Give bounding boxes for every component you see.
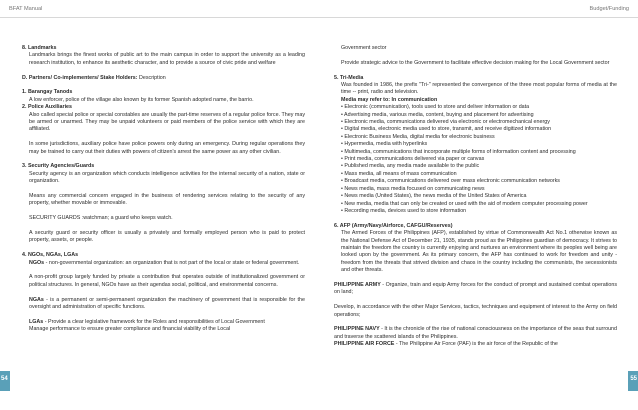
list-item: • Recording media, devices used to store information [341,207,467,214]
army-label: PHILIPPINE ARMY [334,281,381,288]
barangay-paragraph: A low enforcer, police of the village also known by its former Spanish adopted name, the barrio. [29,96,254,103]
security-paragraph-2: Means any commercial concern engaged in the business of rendering services relating to the security of any property, whether movable or immovable. [29,193,305,207]
page-number-right: 55 [630,376,637,382]
list-item: • News media (United States), the news media of the United States of America [341,193,527,200]
airforce-paragraph [334,341,617,348]
police-heading: 2. Police Auxiliaries [22,104,72,111]
security-paragraph-4: A security guard or security officer is usually a privately and formally employed person who is paid to protect property, assets, or people. [29,230,305,244]
develop-paragraph: Develop, in accordance with the other Major Services, tactics, techniques and equipment of interest to the Army on field operations; [334,304,617,318]
provide-paragraph: Provide strategic advice to the Government to facilitate effective decision making for the Local Government sector [341,59,610,66]
navy-text: - It is the chronicle of the rise of national consciousness on the importance of the seas that surround and traverse the scattered islands of the Philippines. [334,326,617,340]
partners-heading [22,75,305,82]
landmarks-heading: 8. Landmarks [22,45,57,51]
partners-heading-desc: Description [137,74,166,81]
afp-heading: 6. AFP (Army/Navy/Airforce, CAFGU/Reserves) [334,222,453,229]
afp-paragraph: The Armed Forces of the Philippines (AFP), established by virtue of Commonwealth Act No.1 otherwise known as the National Defense Act of December 21, 1935, stands proud as the Philippines guardian of democracy. It strives to maintain the freedom the country is currently enjoying and nurtures an environment where its peoples well being are looked upon by the government. As its primary concern, the AFP has continued to work for freedom and unity - freedom from the threats that strived division and chaos in the country including the communists, the secessionists and other threats. [341,230,617,274]
list-item: • Published media, any media made available to the public [341,163,480,170]
lga-text: - Provide a clear legislative framework for the Roles and responsibilities of Local Government [43,318,265,325]
media-subheading: Media may refer to: In communication [341,96,438,103]
navy-label: PHILIPPINE NAVY [334,326,380,333]
security-heading: 3. Security Agencies/Guards [22,163,95,170]
list-item: • Electronic Business Media, digital media for electronic business [341,133,495,140]
police-paragraph-2: In some jurisdictions, auxiliary police have police powers only during an emergency. During regular operations they may be trained to carry out their duties with powers of citizen's arrest the same power as any other civilian. [29,141,305,155]
lga-label: LGAs [29,318,44,325]
ngo-text: - non-governmental organization: an organization that is not part of the local or state or federal government. [44,259,300,266]
security-guards-definition: SECURITY GUARDS :watchman; a guard who keeps watch. [29,215,173,222]
ngo-paragraph-2: A non-profit group largely funded by private a contribution that operates outside of institutionalized government or political structures. In general, NGOs have as their agendas social, political, and environmental concerns. [29,274,305,288]
nga-text: - is a permanent or semi-permanent organization the machinery of government that is responsible for the oversight and administration of specific functions. [29,296,305,311]
security-paragraph: Security agency is an organization which conducts intelligence activities for the internal security of a nation, state or organization. [29,170,305,185]
nga-paragraph [22,297,305,312]
header-manual-title: BFAT Manual [9,6,43,12]
list-item: • News media, mass media focused on communicating news [341,185,485,192]
list-item: • Electronic (communication), tools used to store and deliver information or data [341,104,530,111]
army-text: - Organize, train and equip Army forces for the conduct of prompt and sustained combat operations on land; [334,281,617,296]
list-item: • New media, media that can only be created or used with the aid of modern computer processing power [341,200,588,207]
header-divider [0,17,638,18]
ngo-paragraph [22,260,305,267]
partners-heading-label: D. Partners/ Co-implementers/ Stake Holders: [22,74,138,81]
list-item: • Mass media, all means of mass communication [341,170,457,177]
ngo-label: NGOs [29,259,45,266]
list-item: • Print media, communications delivered via paper or canvas [341,156,485,163]
header-section-title: Budget/Funding [589,6,629,12]
barangay-heading: 1. Barangay Tanods [22,89,73,96]
army-paragraph [334,282,617,297]
airforce-label: PHILIPPINE AIR FORCE [334,341,395,348]
tri-media-paragraph: Was founded in 1986, the prefix "Tri-" represented the convergence of the three most popular forms of media at the time -- print, radio and television. [341,82,617,96]
list-item: • Multimedia, communications that incorporate multiple forms of information content and processing [341,148,576,155]
ngo-heading: 4. NGOs, NGAs, LGAs [22,252,79,259]
list-item: • Broadcast media, communications delivered over mass electronic communication networks [341,178,560,185]
police-paragraph: Also called special police or special constables are usually the part-time reserves of a regular police force. They may be armed or unarmed. They may be unpaid volunteers or paid members of the police service with which they are affiliated. [29,111,305,133]
landmarks-paragraph: Landmarks brings the finest works of public art to the main campus in order to support the university as a leading research institution, to enhance its aesthetic character, and to provide a source of civic pride and welfare [29,52,305,66]
page-number-left: 54 [1,376,8,382]
tri-media-heading: 5. Tri-Media [334,74,364,81]
lga-paragraph-2: Manage performance to ensure greater compliance and financial viability of the Local [29,326,231,333]
nga-label: NGAs [29,296,44,303]
right-column [334,45,617,349]
list-item: • Advertising media, various media, content, buying and placement for advertising [341,111,534,118]
gov-sector-line: Government sector [341,45,387,51]
list-item: • Digital media, electronic media used to store, transmit, and receive digitized information [341,126,552,133]
media-bullet-list [334,104,617,215]
list-item: • Hypermedia, media with hyperlinks [341,141,428,148]
left-column [22,45,305,334]
navy-paragraph [334,326,617,341]
list-item: • Electronic media, communications delivered via electronic or electromechanical energy [341,119,550,126]
lga-paragraph [22,319,305,326]
airforce-text: - The Philippine Air Force (PAF) is the air force of the Republic of the [394,341,558,348]
